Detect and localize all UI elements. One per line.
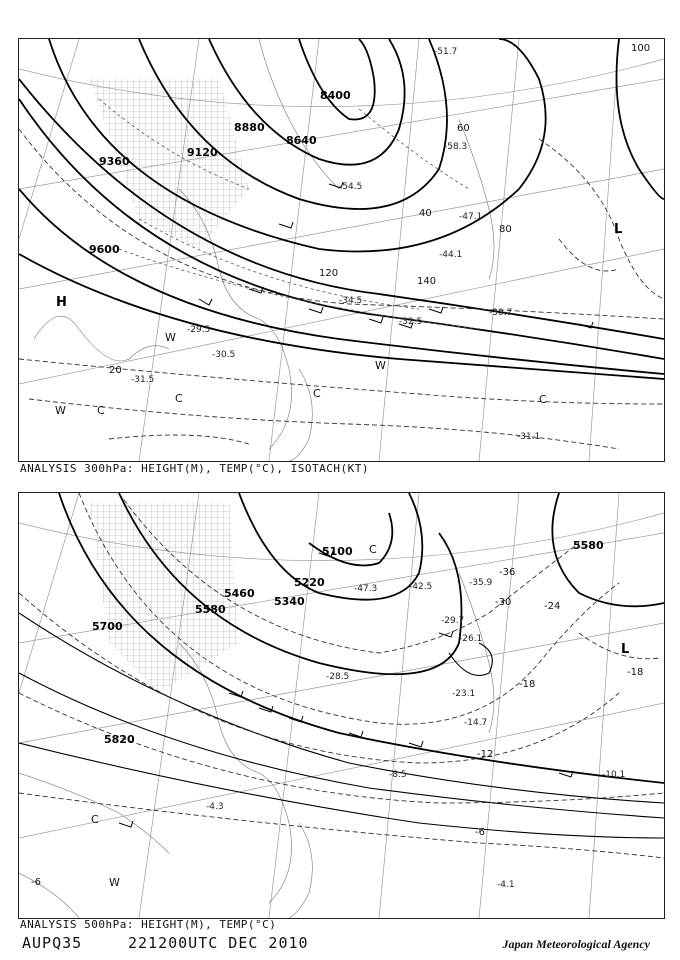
- warm-symbol: W: [55, 404, 66, 417]
- temp-label: -31.1: [517, 432, 541, 442]
- wind-barb: [199, 299, 212, 305]
- map-500hpa: [19, 493, 664, 918]
- temp-contour-label: -6: [475, 827, 485, 838]
- height-label: 5820: [104, 733, 135, 746]
- caption-300hpa: ANALYSIS 300hPa: HEIGHT(M), TEMP(°C), ISOTACH(KT): [20, 462, 370, 475]
- warm-symbol: W: [109, 876, 120, 889]
- chart-code: AUPQ35: [22, 934, 83, 952]
- station-value: -23.1: [452, 689, 476, 699]
- temp-label: -44.1: [439, 250, 463, 260]
- valid-time: 221200UTC DEC 2010: [128, 934, 309, 952]
- temp-contour-label: -18: [519, 679, 536, 690]
- wind-barb: [309, 307, 323, 313]
- temp-label: -30.5: [212, 350, 236, 360]
- station-value: -42.5: [409, 582, 433, 592]
- wind-barb: [429, 307, 443, 313]
- temp-label: -54.5: [339, 182, 363, 192]
- temp-label: -58.3: [444, 142, 468, 152]
- station-value: -28.5: [326, 672, 350, 682]
- low-pressure-symbol: L: [621, 642, 630, 657]
- caption-500hpa: ANALYSIS 500hPa: HEIGHT(M), TEMP(°C): [20, 918, 277, 931]
- height-label: 5580: [195, 603, 226, 616]
- height-label: 5580: [573, 539, 604, 552]
- temp-label: -47.1: [459, 212, 483, 222]
- station-value: -26.1: [459, 634, 483, 644]
- hatched-area: [89, 503, 239, 693]
- station-value: -14.7: [464, 718, 488, 728]
- height-label: 5700: [92, 620, 123, 633]
- station-value: -8.5: [389, 770, 407, 780]
- temp-contour-label: -24: [544, 601, 561, 612]
- isotach-label: 20: [109, 365, 122, 376]
- temp-contour-label: -18: [627, 667, 644, 678]
- temp-contour-label: -30: [495, 597, 512, 608]
- isotach-label: 60: [457, 123, 470, 134]
- cold-symbol: C: [539, 393, 547, 406]
- chart-500hpa: [18, 492, 665, 919]
- temp-label: -32.5: [399, 317, 423, 327]
- wind-barb: [409, 741, 423, 747]
- temp-label: -29.5: [187, 325, 211, 335]
- cold-symbol: C: [175, 392, 183, 405]
- station-value: -10.1: [602, 770, 626, 780]
- warm-symbol: W: [375, 359, 386, 372]
- height-label: 8880: [234, 121, 265, 134]
- station-value: -4.1: [497, 880, 515, 890]
- station-value: -4.3: [206, 802, 224, 812]
- height-label: 8400: [320, 89, 351, 102]
- height-label: 9120: [187, 146, 218, 159]
- height-label: 5220: [294, 576, 325, 589]
- temp-contour-label: -36: [499, 567, 516, 578]
- temp-label: -51.7: [434, 47, 458, 57]
- temp-label: -31.5: [131, 375, 155, 385]
- station-value: -29.7: [441, 616, 465, 626]
- temp-contour-label: -12: [477, 749, 494, 760]
- cold-symbol: C: [97, 404, 105, 417]
- isotach-label: 80: [499, 224, 512, 235]
- station-value: -47.3: [354, 584, 378, 594]
- station-value: -35.9: [469, 578, 493, 588]
- cold-symbol: C: [369, 543, 377, 556]
- warm-symbol: W: [165, 331, 176, 344]
- map-300hpa: [19, 39, 664, 461]
- height-label: 5460: [224, 587, 255, 600]
- height-label: 8640: [286, 134, 317, 147]
- isotach-label: 40: [419, 208, 432, 219]
- cold-symbol: C: [313, 387, 321, 400]
- height-label: 5340: [274, 595, 305, 608]
- wind-barb: [369, 317, 383, 323]
- wind-barb: [279, 222, 293, 228]
- low-pressure-symbol: L: [614, 222, 623, 237]
- agency-name: Japan Meteorological Agency: [502, 937, 650, 951]
- isotach-label: 100: [631, 43, 651, 54]
- temp-label: -30.7: [489, 308, 513, 318]
- temp-label: -34.5: [339, 296, 363, 306]
- isotach-label: 120: [319, 268, 339, 279]
- chart-300hpa: [18, 38, 665, 462]
- cold-symbol: C: [91, 813, 99, 826]
- wind-barb: [259, 706, 273, 712]
- high-pressure-symbol: H: [56, 295, 67, 310]
- height-label: 9600: [89, 243, 120, 256]
- coastlines: [19, 573, 494, 918]
- temp-contour-label: -6: [31, 877, 41, 888]
- height-label: 5100: [322, 545, 353, 558]
- isotach-label: 140: [417, 276, 437, 287]
- height-label: 9360: [99, 155, 130, 168]
- wind-barb: [119, 821, 133, 827]
